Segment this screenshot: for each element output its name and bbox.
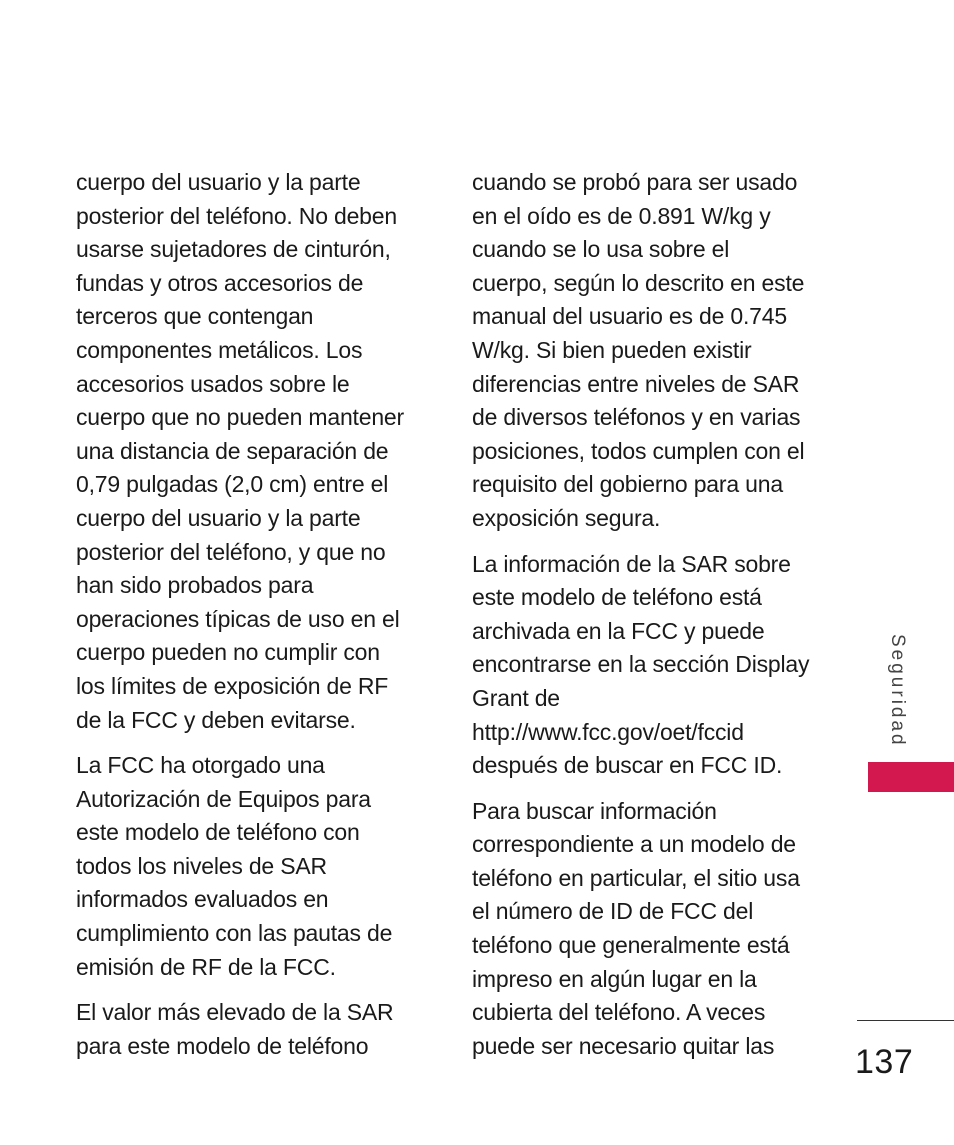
text-line: La FCC ha otorgado una: [76, 752, 325, 779]
text-line: Para buscar información: [472, 797, 717, 824]
text-line: los límites de exposición de RF: [76, 672, 389, 699]
text-line: cubierta del teléfono. A veces: [472, 999, 766, 1026]
text-line: La información de la SAR sobre: [472, 550, 791, 577]
text-line: para este modelo de teléfono: [76, 1032, 369, 1059]
text-line: terceros que contengan: [76, 303, 314, 330]
text-line: puede ser necesario quitar las: [472, 1032, 775, 1059]
left-paragraph-2: [76, 749, 428, 984]
text-line: diferencias entre niveles de SAR: [472, 370, 800, 397]
text-line: después de buscar en FCC ID.: [472, 752, 783, 779]
right-column: [472, 166, 826, 1075]
text-line: el número de ID de FCC del: [472, 898, 754, 925]
right-paragraph-1: [472, 166, 826, 536]
text-line: El valor más elevado de la SAR: [76, 999, 394, 1026]
left-paragraph-3: [76, 996, 428, 1063]
right-paragraph-2: [472, 548, 826, 783]
text-line: cumplimiento con las pautas de: [76, 920, 393, 947]
text-line: este modelo de teléfono con: [76, 819, 360, 846]
text-line: de la FCC y deben evitarse.: [76, 706, 356, 733]
text-line: operaciones típicas de uso en el: [76, 605, 400, 632]
text-line: cuando se lo usa sobre el: [472, 236, 730, 263]
text-line: impreso en algún lugar en la: [472, 965, 757, 992]
section-tab-marker: [868, 762, 954, 792]
text-line: cuerpo que no pueden mantener: [76, 404, 404, 431]
text-line: informados evaluados en: [76, 886, 329, 913]
text-line: cuerpo del usuario y la parte: [76, 504, 361, 531]
text-line: teléfono en particular, el sitio usa: [472, 864, 800, 891]
text-line: fundas y otros accesorios de: [76, 269, 364, 296]
text-line: una distancia de separación de: [76, 437, 389, 464]
fcc-url-text: http://www.fcc.gov/oet/fccid: [472, 718, 744, 745]
text-line: este modelo de teléfono está: [472, 584, 762, 611]
text-line: archivada en la FCC y puede: [472, 617, 765, 644]
text-line: cuerpo, según lo descrito en este: [472, 269, 805, 296]
section-tab-label: Seguridad: [887, 634, 908, 748]
page-number: 137: [855, 1043, 914, 1081]
left-paragraph-1: [76, 166, 428, 737]
footer-divider: [857, 1020, 954, 1021]
text-line: encontrarse en la sección Display: [472, 651, 810, 678]
text-line: exposición segura.: [472, 504, 661, 531]
text-line: en el oído es de 0.891 W/kg y: [472, 202, 771, 229]
text-line: posterior del teléfono, y que no: [76, 538, 386, 565]
text-line: cuando se probó para ser usado: [472, 169, 798, 195]
left-column: [76, 166, 428, 1075]
text-line: accesorios usados sobre le: [76, 370, 350, 397]
text-line: requisito del gobierno para una: [472, 471, 783, 498]
text-line: cuerpo pueden no cumplir con: [76, 639, 380, 666]
text-line: posiciones, todos cumplen con el: [472, 437, 805, 464]
text-line: Grant de: [472, 684, 560, 711]
text-line: de diversos teléfonos y en varias: [472, 404, 801, 431]
text-line: emisión de RF de la FCC.: [76, 953, 336, 980]
text-line: W/kg. Si bien pueden existir: [472, 336, 752, 363]
text-line: posterior del teléfono. No deben: [76, 202, 397, 229]
text-line: cuerpo del usuario y la parte: [76, 169, 361, 195]
text-line: correspondiente a un modelo de: [472, 831, 796, 858]
text-line: todos los niveles de SAR: [76, 852, 327, 879]
text-line: componentes metálicos. Los: [76, 336, 363, 363]
text-line: han sido probados para: [76, 572, 314, 599]
text-line: usarse sujetadores de cinturón,: [76, 236, 391, 263]
text-line: 0,79 pulgadas (2,0 cm) entre el: [76, 471, 389, 498]
text-line: teléfono que generalmente está: [472, 932, 790, 959]
text-line: Autorización de Equipos para: [76, 785, 371, 812]
text-line: manual del usuario es de 0.745: [472, 303, 787, 330]
right-paragraph-3: [472, 795, 826, 1064]
